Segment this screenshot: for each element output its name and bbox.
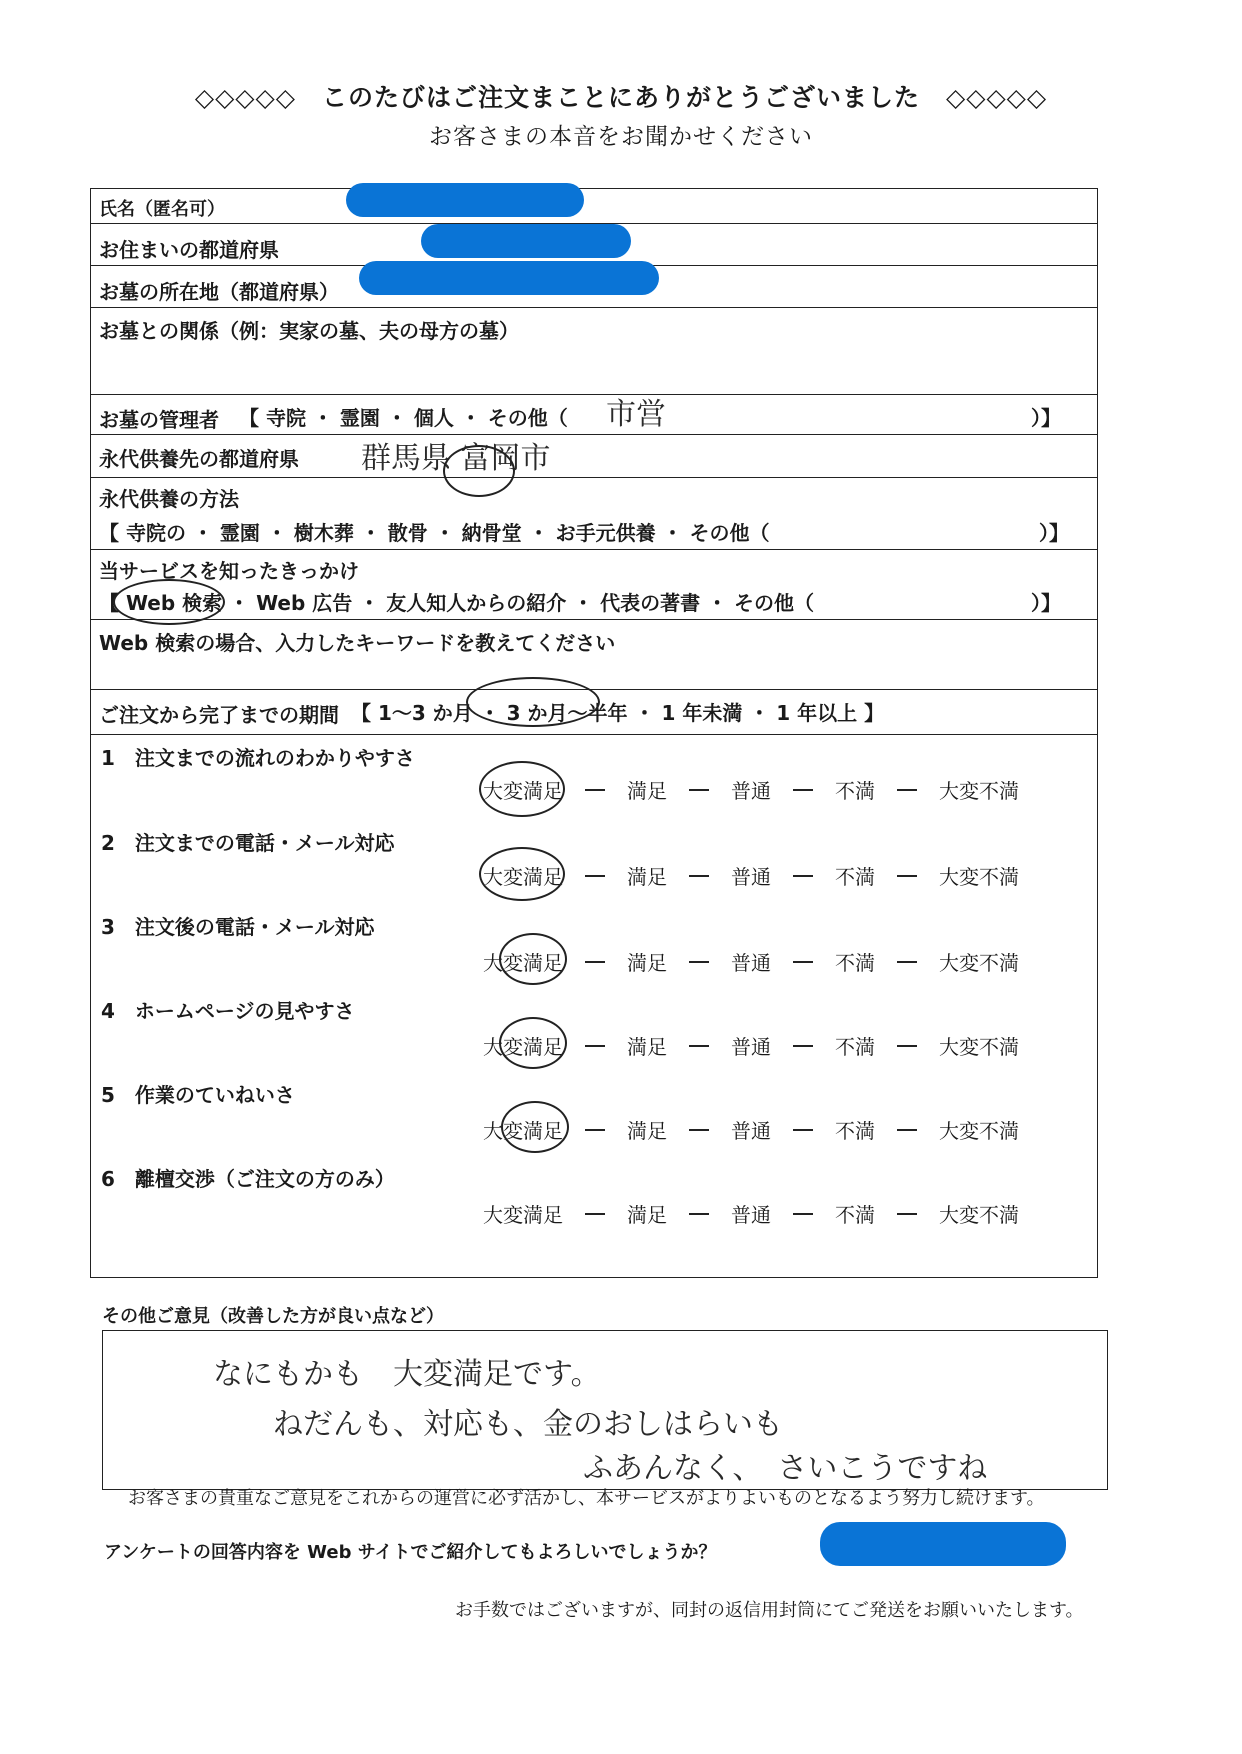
scale-option: 満足 (627, 1203, 667, 1227)
trigger-options: 【 Web 検索 ・ Web 広告 ・ 友人知人からの紹介 ・ 代表の著書 ・ その他（ (99, 591, 815, 615)
selected-circle (479, 761, 565, 817)
scale-option: 不満 (835, 779, 875, 803)
rating-scale-4 (483, 1031, 1043, 1060)
rating-scale-3 (483, 947, 1043, 976)
selected-circle (466, 677, 600, 727)
eitai-prefecture-handwritten: 群馬県 富岡市 (361, 441, 551, 476)
period-options: 【 1〜3 か月 ・ 3 か月〜半年 ・ 1 年未満 ・ 1 年以上 】 (351, 701, 885, 725)
scale-option: 大変満足 (483, 1035, 563, 1059)
rating-question-6: 6 離檀交渉（ご注文の方のみ） (101, 1167, 395, 1191)
footer-note: お客さまの貴重なご意見をこれからの運営に必ず活かし、本サービスがよりよいものとなるよう努力し続けます。 (128, 1488, 1045, 1509)
row-divider (91, 734, 1097, 735)
rating-question-5: 5 作業のていねいさ (101, 1083, 295, 1107)
scale-option: 普通 (731, 951, 771, 975)
period-label: ご注文から完了までの期間 (99, 703, 339, 727)
scale-option: 不満 (835, 1203, 875, 1227)
trigger-close: ）】 (1031, 591, 1061, 615)
scale-option: 普通 (731, 865, 771, 889)
scale-option: 不満 (835, 1119, 875, 1143)
rating-question-2: 2 注文までの電話・メール対応 (101, 831, 395, 855)
scale-option: 大変不満 (939, 1035, 1019, 1059)
scale-option: 大変不満 (939, 865, 1019, 889)
prefecture-redaction (421, 224, 631, 258)
permission-question: アンケートの回答内容を Web サイトでご紹介してもよろしいでしょうか？ (104, 1542, 717, 1563)
manager-label: お墓の管理者 (99, 408, 219, 432)
scale-option: 満足 (627, 1119, 667, 1143)
rating-question-1: 1 注文までの流れのわかりやすさ (101, 746, 415, 770)
scale-option: 大変不満 (939, 951, 1019, 975)
comment-line-1: なにもかも 大変満足です。 (213, 1357, 601, 1392)
selected-circle (443, 445, 515, 497)
scale-option: 大変満足 (483, 1119, 563, 1143)
eitai-method-close: ）】 (1039, 521, 1069, 545)
scale-option: 不満 (835, 951, 875, 975)
scale-option: 満足 (627, 779, 667, 803)
selected-circle (499, 1017, 567, 1069)
name-redaction (346, 183, 584, 217)
prefecture-label: お住まいの都道府県 (99, 238, 279, 262)
selected-circle (499, 933, 567, 985)
survey-title: ◇◇◇◇◇ このたびはご注文まことにありがとうございました ◇◇◇◇◇ (194, 83, 1048, 112)
relation-label: お墓との関係（例：実家の墓、夫の母方の墓） (99, 319, 519, 343)
row-divider (91, 477, 1097, 478)
rating-question-3: 3 注文後の電話・メール対応 (101, 915, 375, 939)
selected-circle (501, 1101, 569, 1153)
grave-location-label: お墓の所在地（都道府県） (99, 280, 339, 304)
scale-option: 満足 (627, 1035, 667, 1059)
manager-handwritten: 市営 (606, 397, 666, 432)
comment-line-2: ねだんも、対応も、金のおしはらいも (273, 1407, 783, 1442)
scale-option: 大変満足 (483, 865, 563, 889)
row-divider (91, 619, 1097, 620)
rating-question-4: 4 ホームページの見やすさ (101, 999, 355, 1023)
row-divider (91, 394, 1097, 395)
scale-option: 普通 (731, 1035, 771, 1059)
scale-option: 大変不満 (939, 779, 1019, 803)
selected-circle (113, 579, 225, 625)
row-divider (91, 434, 1097, 435)
manager-close: ）】 (1031, 406, 1061, 430)
trigger-label: 当サービスを知ったきっかけ (99, 559, 359, 583)
scale-option: 大変不満 (939, 1119, 1019, 1143)
scale-option: 大変不満 (939, 1203, 1019, 1227)
scale-option: 普通 (731, 1203, 771, 1227)
scale-option: 大変満足 (483, 779, 563, 803)
row-divider (91, 549, 1097, 550)
comment-line-3: ふあんなく、 さいこうですね (583, 1451, 988, 1486)
rating-scale-6 (483, 1199, 1043, 1228)
scale-option: 満足 (627, 951, 667, 975)
survey-subtitle: お客さまの本音をお聞かせください (429, 124, 813, 150)
name-label: 氏名（匿名可） (99, 199, 225, 220)
eitai-method-label: 永代供養の方法 (99, 487, 239, 511)
scale-option: 大変満足 (483, 951, 563, 975)
row-divider (91, 307, 1097, 308)
scale-option: 不満 (835, 865, 875, 889)
permission-answer-redaction (820, 1522, 1066, 1566)
selected-circle (479, 847, 565, 901)
scale-option: 不満 (835, 1035, 875, 1059)
grave-location-redaction (359, 261, 659, 295)
rating-scale-1 (483, 775, 1043, 804)
survey-form (90, 188, 1098, 1278)
eitai-method-options: 【 寺院の ・ 霊園 ・ 樹木葬 ・ 散骨 ・ 納骨堂 ・ お手元供養 ・ その他（ (99, 521, 770, 545)
comments-label: その他ご意見（改善した方が良い点など） (102, 1306, 444, 1327)
keyword-label: Web 検索の場合、入力したキーワードを教えてください (99, 631, 616, 655)
manager-options: 【 寺院 ・ 霊園 ・ 個人 ・ その他（ (239, 406, 568, 430)
comments-box (102, 1330, 1108, 1490)
scale-option: 大変満足 (483, 1203, 563, 1227)
closing-note: お手数ではございますが、同封の返信用封筒にてご発送をお願いいたします。 (455, 1600, 1084, 1621)
row-divider (91, 689, 1097, 690)
eitai-prefecture-label: 永代供養先の都道府県 (99, 447, 299, 471)
scale-option: 満足 (627, 865, 667, 889)
rating-scale-2 (483, 861, 1043, 890)
scale-option: 普通 (731, 779, 771, 803)
scale-option: 普通 (731, 1119, 771, 1143)
